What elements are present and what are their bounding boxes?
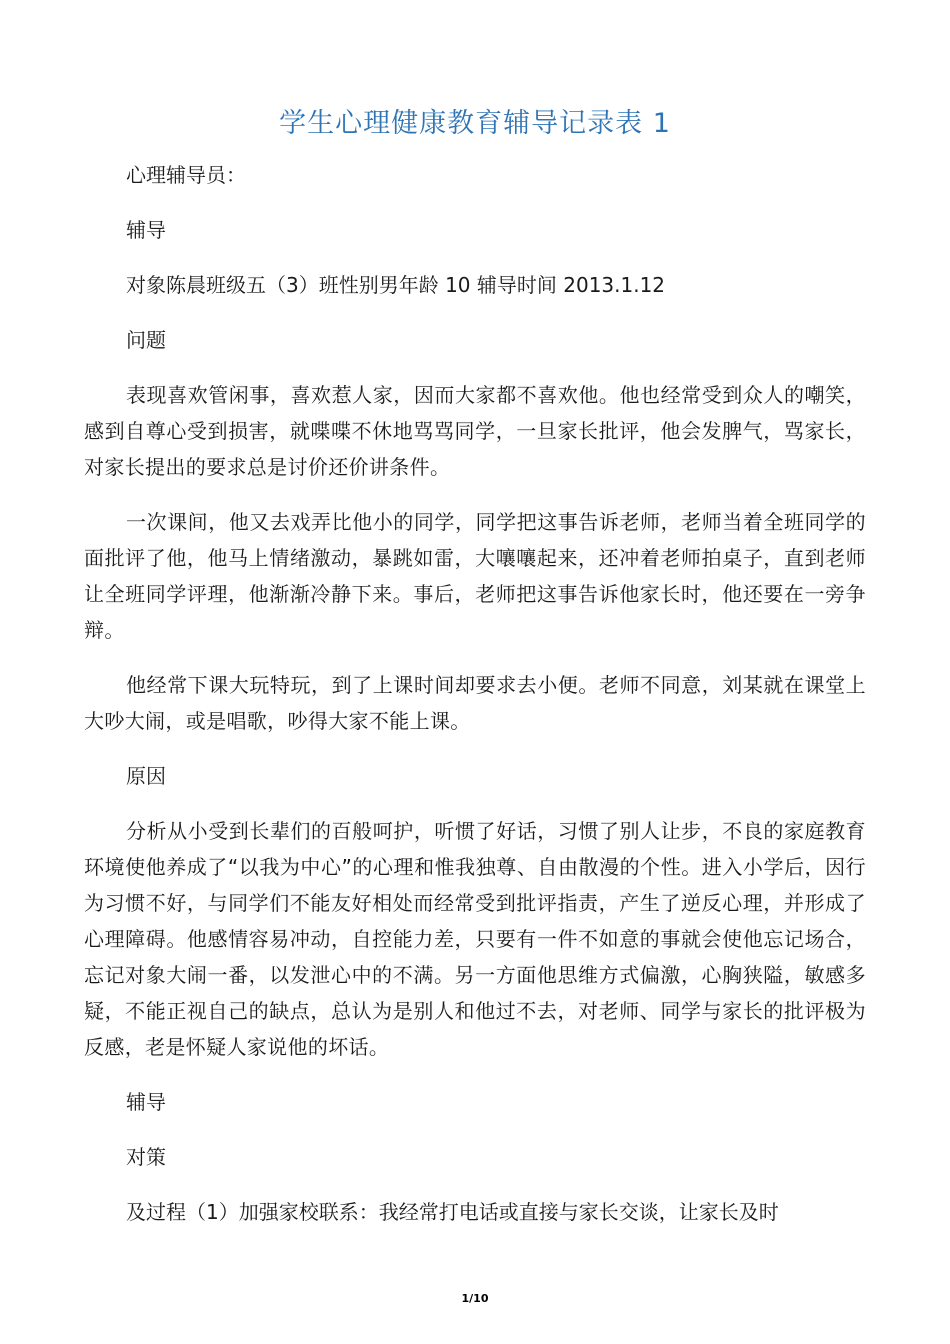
student-info-line: 对象陈晨班级五（3）班性别男年龄 10 辅导时间 2013.1.12 <box>126 273 666 297</box>
cause-paragraph: 分析从小受到长辈们的百般呵护，听惯了好话，习惯了别人让步，不良的家庭教育环境使他养成了“以我为中心”的心理和惟我独尊、自由散漫的个性。进入小学后，因行为习惯不好，与同学们不能友好相处而经常受到批评指责，产生了逆反心理，并形成了心理障碍。他感情容易冲动，自控能力差，只要有一件不如意的事就会使他忘记场合，忘记对象大闹一番，以发泄心中的不满。另一方面他思维方式偏激，心胸狭隘，敏感多疑，不能正视自己的缺点，总认为是别人和他过不去，对老师、同学与家长的批评极为反感，老是怀疑人家说他的坏话。 <box>84 819 866 1059</box>
section-label-guidance-2: 辅导 <box>126 1090 166 1114</box>
problem-paragraph-3: 他经常下课大玩特玩，到了上课时间却要求去小便。老师不同意，刘某就在课堂上大吵大闹，或是唱歌，吵得大家不能上课。 <box>84 673 866 733</box>
problem-label: 问题 <box>126 328 166 352</box>
counselor-label: 心理辅导员： <box>126 163 246 187</box>
page-number: 1/10 <box>461 1292 489 1305</box>
problem-paragraph-1: 表现喜欢管闲事，喜欢惹人家，因而大家都不喜欢他。他也经常受到众人的嘲笑，感到自尊心受到损害，就喋喋不休地骂骂同学，一旦家长批评，他会发脾气，骂家长，对家长提出的要求总是讨价还价讲条件。 <box>84 383 866 479</box>
process-line: 及过程（1）加强家校联系：我经常打电话或直接与家长交谈，让家长及时 <box>126 1200 779 1224</box>
document-title: 学生心理健康教育辅导记录表 1 <box>279 108 671 139</box>
document-body <box>84 157 866 1249</box>
section-label-guidance: 辅导 <box>126 218 166 242</box>
cause-label: 原因 <box>126 764 166 788</box>
problem-paragraph-2: 一次课间，他又去戏弄比他小的同学，同学把这事告诉老师，老师当着全班同学的面批评了他，他马上情绪激动，暴跳如雷，大嚷嚷起来，还冲着老师拍桌子，直到老师让全班同学评理，他渐渐冷静下来。事后，老师把这事告诉他家长时，他还要在一旁争辩。 <box>84 510 866 642</box>
strategy-label: 对策 <box>126 1145 166 1169</box>
